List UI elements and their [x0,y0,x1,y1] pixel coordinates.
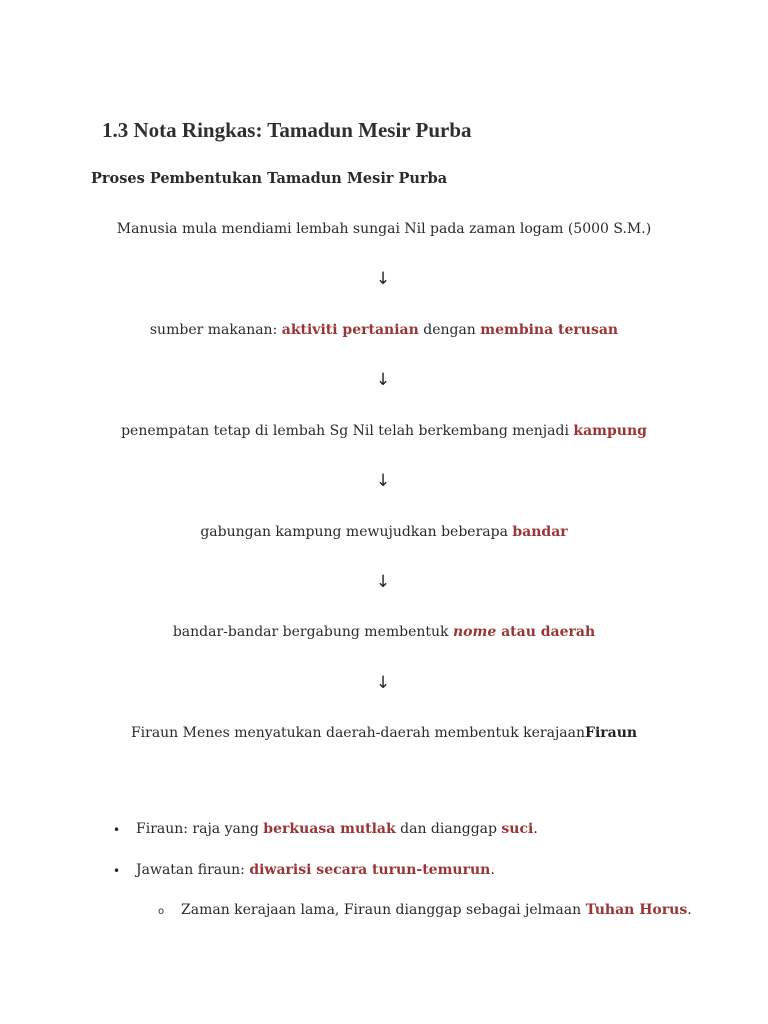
flow-step-5-highlight-nome: nome [452,624,497,640]
down-arrow-icon: ↓ [375,673,391,693]
flow-step-2-pre: sumber makanan: [149,322,282,338]
sub-bullet-icon: o [158,906,165,917]
bullet-1-post: . [533,821,538,837]
flow-step-5-pre: bandar-bandar bergabung membentuk [172,624,453,640]
flow-step-6-bold-firaun: Firaun [585,725,638,741]
flow-step-2-mid: dengan [418,322,481,338]
flow-step-6 [0,725,768,741]
bullet-1-highlight-sacred: suci [501,821,534,837]
flow-step-2 [0,322,768,338]
sub-bullet-1-highlight-horus: Tuhan Horus [585,902,688,918]
bullet-item-firaun [136,821,538,837]
flow-step-4-pre: gabungan kampung mewujudkan beberapa [200,524,513,540]
flow-step-4-highlight-town: bandar [512,524,568,540]
flow-step-2-highlight-farming: aktiviti pertanian [281,322,419,338]
flow-step-3 [0,423,768,439]
flow-step-6-pre: Firaun Menes menyatukan daerah-daerah membentuk kerajaan [130,725,585,741]
flow-step-4 [0,524,768,540]
sub-bullet-item-horus [181,902,692,918]
flow-step-5 [0,624,768,640]
bullet-item-jawatan [136,862,495,878]
bullet-2-post: . [490,862,495,878]
bullet-2-pre: Jawatan firaun: [136,862,250,878]
bullet-2-highlight-hereditary: diwarisi secara turun-temurun [249,862,491,878]
bullet-1-highlight-absolute-power: berkuasa mutlak [263,821,396,837]
section-subheading: Proses Pembentukan Tamadun Mesir Purba [91,170,448,187]
bullet-1-mid: dan dianggap [395,821,502,837]
flow-step-3-pre: penempatan tetap di lembah Sg Nil telah berkembang menjadi [121,423,574,439]
sub-bullet-1-pre: Zaman kerajaan lama, Firaun dianggap sebagai jelmaan [181,902,586,918]
sub-bullet-1-post: . [687,902,692,918]
page-title: 1.3 Nota Ringkas: Tamadun Mesir Purba [102,118,472,142]
bullet-1-pre: Firaun: raja yang [136,821,264,837]
flow-step-1 [0,221,768,237]
flow-step-5-highlight-district: atau daerah [496,624,596,640]
bullet-icon: • [113,864,121,878]
bullet-icon: • [113,823,121,837]
down-arrow-icon: ↓ [375,572,391,592]
down-arrow-icon: ↓ [375,269,391,289]
flow-step-1-text: Manusia mula mendiami lembah sungai Nil pada zaman logam (5000 S.M.) [116,221,652,237]
down-arrow-icon: ↓ [375,471,391,491]
down-arrow-icon: ↓ [375,370,391,390]
flow-step-3-highlight-village: kampung [573,423,647,439]
flow-step-2-highlight-canals: membina terusan [480,322,619,338]
